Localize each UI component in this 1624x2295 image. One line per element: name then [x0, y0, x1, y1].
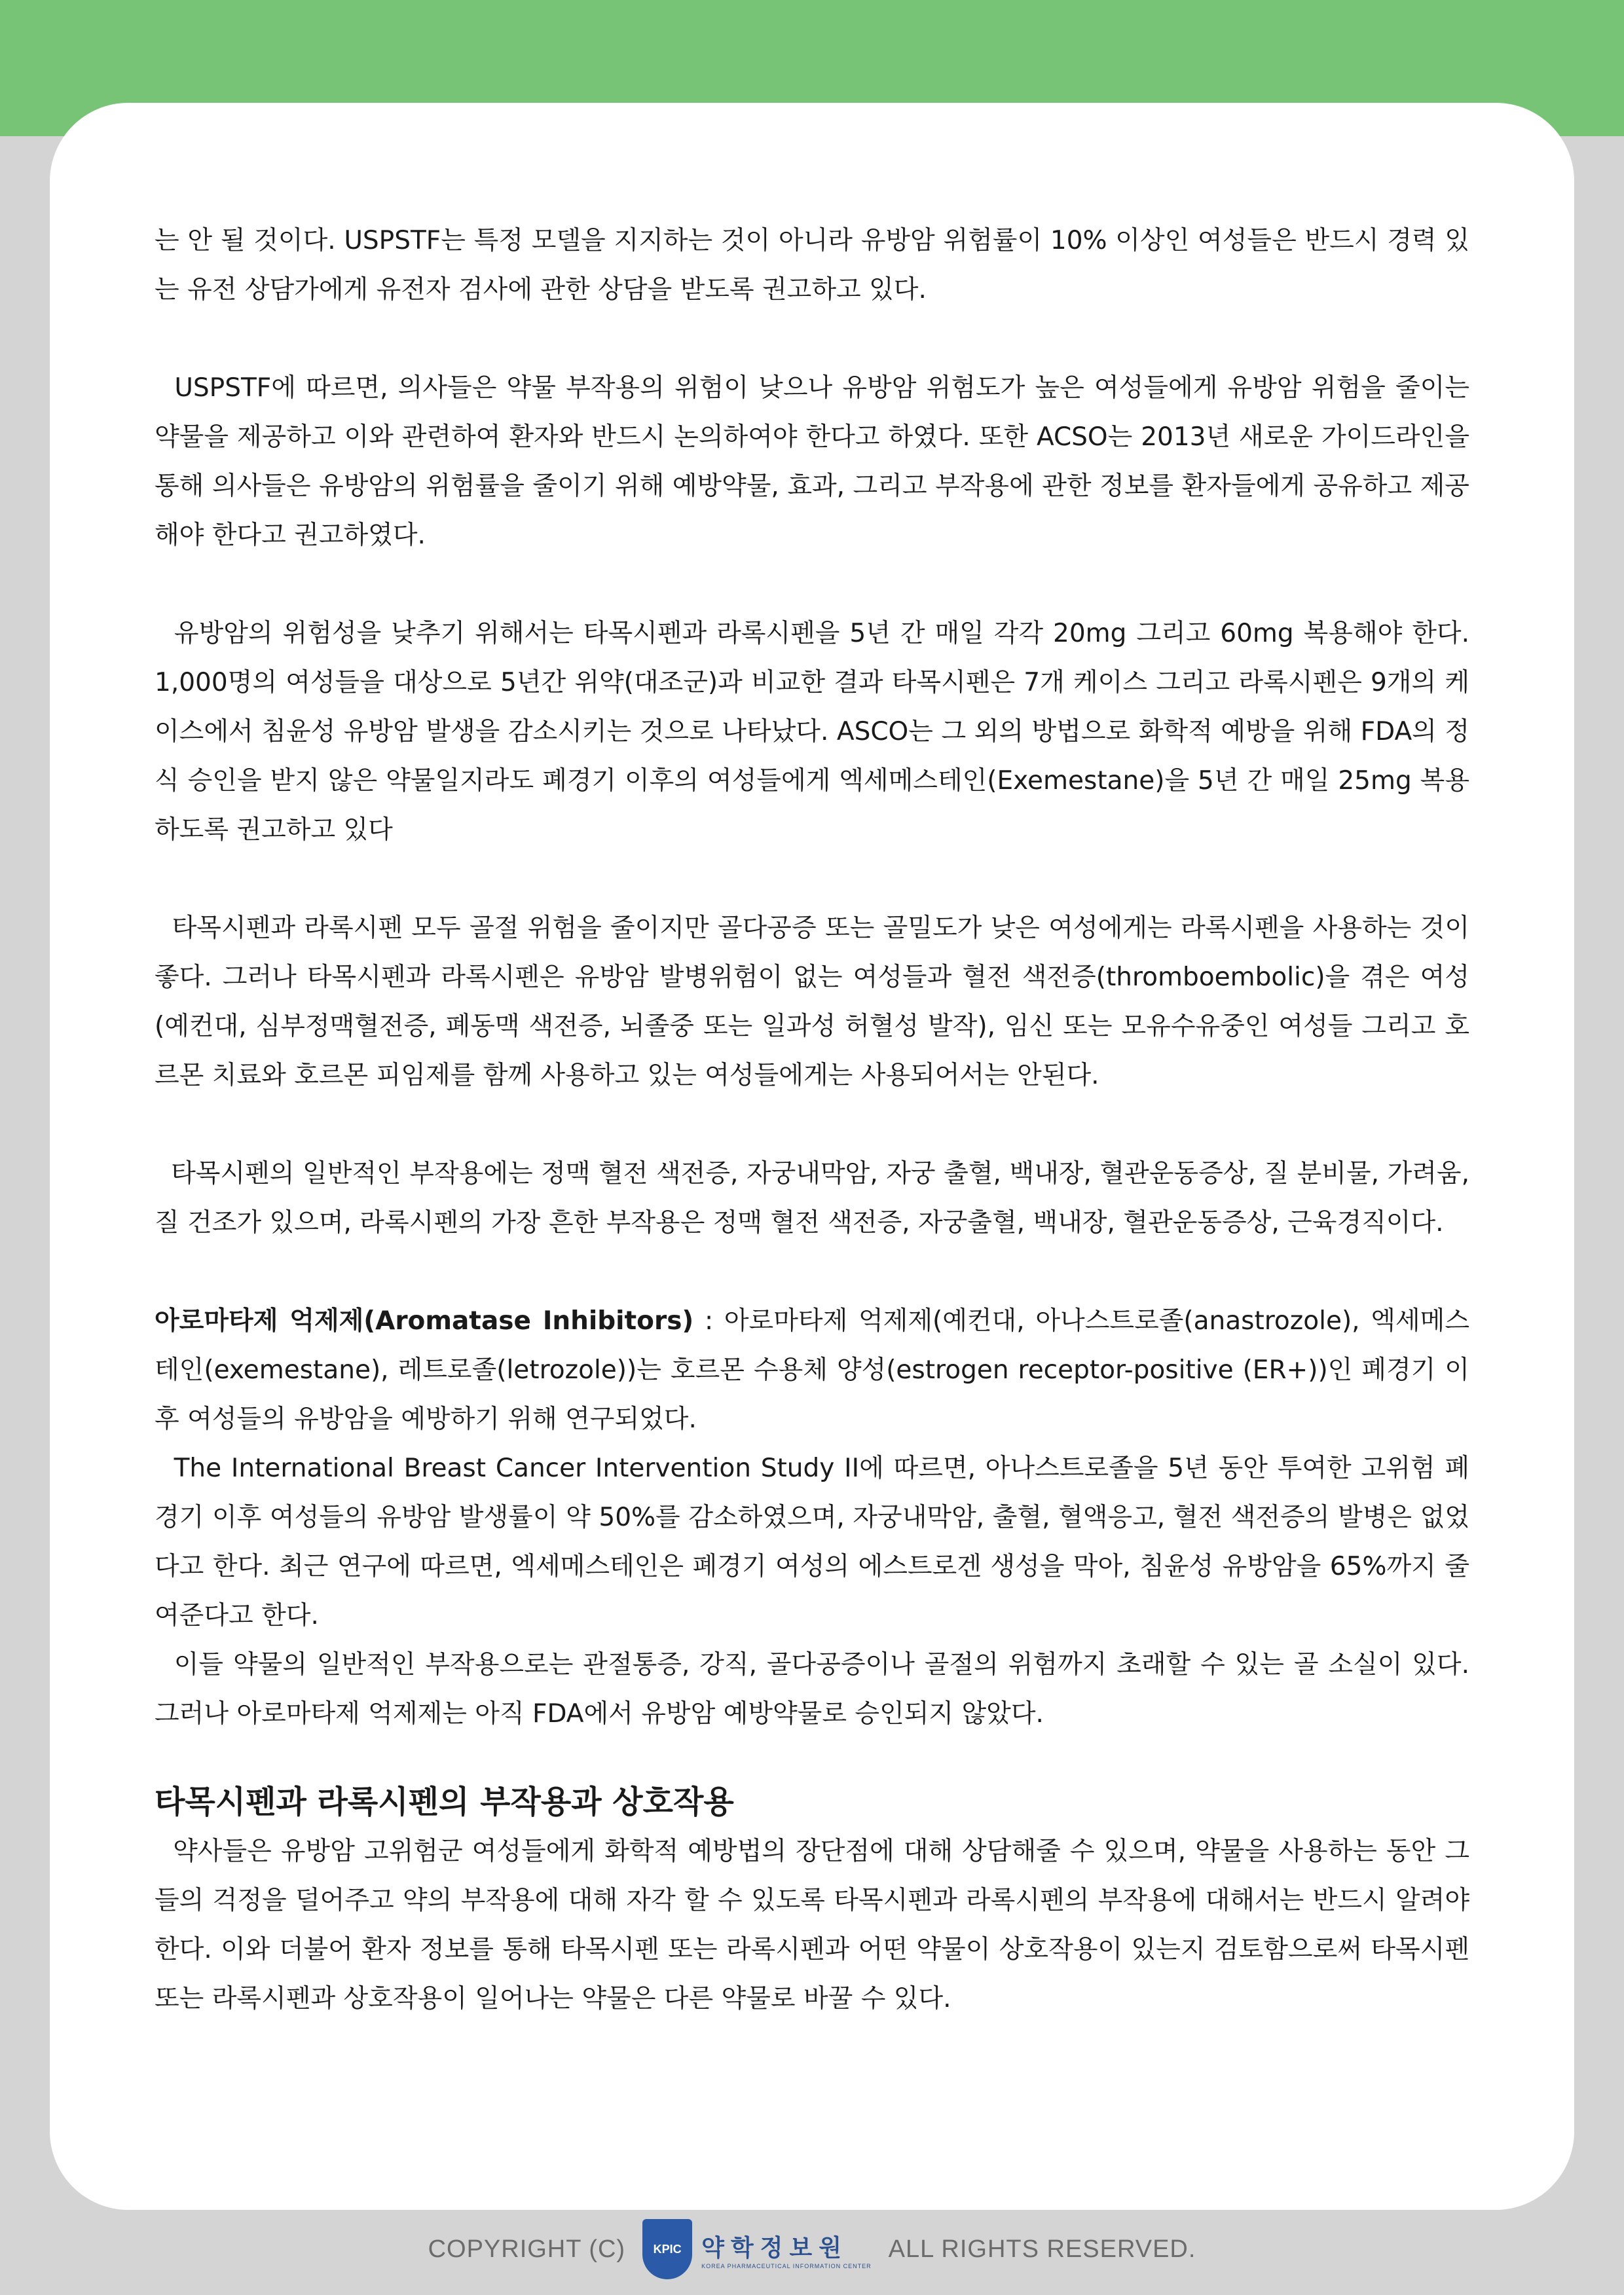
paragraph-2 [155, 363, 1469, 560]
paragraph-7-text: The International Breast Cancer Intervention Study II에 따르면, 아나스트로졸을 5년 동안 투여한 고위험 폐경기 이후 여성들의 유방암 발생률이 약 50%를 감소하였으며, 자궁내막암, 출혈, 혈액응고, 혈전 색전증의 발병은 없었다고 한다. 최근 연구에 따르면, 엑세메스테인은 폐경기 여성의 에스트로겐 생성을 막아, 침윤성 유방암을 65%까지 줄여준다고 한다. [155, 1454, 1469, 1630]
rights-text: ALL RIGHTS RESERVED. [888, 2235, 1196, 2263]
paragraph-6 [155, 1296, 1469, 1444]
logo-korean-name: 약학정보원 [701, 2234, 848, 2262]
paragraph-9-text: 약사들은 유방암 고위험군 여성들에게 화학적 예방법의 장단점에 대해 상담해줄 수 있으며, 약물을 사용하는 동안 그들의 걱정을 덜어주고 약의 부작용에 대해 자각 할 수 있도록 타목시펜과 라록시펜의 부작용에 대해서는 반드시 알려야 한다. 이와 더불어 환자 정보를 통해 타목시펜 또는 라록시펜과 어떤 약물이 상호작용이 있는지 검토함으로써 타목시펜 또는 라록시펜과 상호작용이 일어나는 약물은 다른 약물로 바꿀 수 있다. [155, 1837, 1470, 2013]
footer [0, 2220, 1624, 2279]
section-title: 타목시펜과 라록시펜의 부작용과 상호작용 [155, 1784, 734, 1820]
paragraph-1: 는 안 될 것이다. USPSTF는 특정 모델을 지지하는 것이 아니라 유방암 위험률이 10% 이상인 여성들은 반드시 경력 있는 유전 상담가에게 유전자 검사에 관한 상담을 받도록 권고하고 있다. [155, 226, 1469, 304]
paragraph-5-text: 타목시펜의 일반적인 부작용에는 정맥 혈전 색전증, 자궁내막암, 자궁 출혈, 백내장, 혈관운동증상, 질 분비물, 가려움, 질 건조가 있으며, 라록시펜의 가장 흔한 부작용은 정맥 혈전 색전증, 자궁출혈, 백내장, 혈관운동증상, 근육경직이다. [155, 1159, 1470, 1238]
paragraph-3-text: 유방암의 위험성을 낮추기 위해서는 타목시펜과 라록시펜을 5년 간 매일 각각 20mg 그리고 60mg 복용해야 한다. 1,000명의 여성들을 대상으로 5년간 위약(대조군)과 비교한 결과 타목시펜은 7개 케이스 그리고 라록시펜은 9개의 케이스에서 침윤성 유방암 발생을 감소시키는 것으로 나타났다. ASCO는 그 외의 방법으로 화학적 예방을 위해 FDA의 정식 승인을 받지 않은 약물일지라도 폐경기 이후의 여성들에게 엑세메스테인(Exemestane)을 5년 간 매일 25mg 복용하도록 권고하고 있다 [155, 619, 1469, 845]
copyright-text: COPYRIGHT (C) [428, 2235, 626, 2263]
paragraph-4 [155, 904, 1469, 1100]
kpic-shield-icon [642, 2219, 692, 2279]
kpic-logo [642, 2219, 872, 2279]
paragraph-8-text: 이들 약물의 일반적인 부작용으로는 관절통증, 강직, 골다공증이나 골절의 위험까지 초래할 수 있는 골 소실이 있다. 그러나 아로마타제 억제제는 아직 FDA에서 유방암 예방약물로 승인되지 않았다. [155, 1650, 1469, 1729]
article-body [155, 216, 1469, 2023]
paragraph-9 [155, 1827, 1469, 2023]
paragraph-3 [155, 609, 1469, 854]
paragraph-8 [155, 1640, 1469, 1738]
logo-mark-text: KPIC [653, 2242, 682, 2256]
paragraph-2-text: USPSTF에 따르면, 의사들은 약물 부작용의 위험이 낮으나 유방암 위험도가 높은 여성들에게 유방암 위험을 줄이는 약물을 제공하고 이와 관련하여 환자와 반드시 논의하여야 한다고 하였다. 또한 ACSO는 2013년 새로운 가이드라인을 통해 의사들은 유방암의 위험률을 줄이기 위해 예방약물, 효과, 그리고 부작용에 관한 정보를 환자들에게 공유하고 제공해야 한다고 권고하였다. [155, 373, 1469, 550]
paragraph-6-text: : 아로마타제 억제제(예컨대, 아나스트로졸(anastrozole), 엑세메스테인(exemestane), 레트로졸(letrozole))는 호르몬 수용체 양성(estrogen receptor-positive (ER+))인 폐경기 이후 여성들의 유방암을 예방하기 위해 연구되었다. [155, 1306, 1470, 1434]
aromatase-heading: 아로마타제 억제제(Aromatase Inhibitors) [155, 1306, 694, 1336]
paragraph-4-text: 타목시펜과 라록시펜 모두 골절 위험을 줄이지만 골다공증 또는 골밀도가 낮은 여성에게는 라록시펜을 사용하는 것이 좋다. 그러나 타목시펜과 라록시펜은 유방암 발병위험이 없는 여성들과 혈전 색전증(thromboembolic)을 겪은 여성(예컨대, 심부정맥혈전증, 폐동맥 색전증, 뇌졸중 또는 일과성 허혈성 발작), 임신 또는 모유수유중인 여성들 그리고 호르몬 치료와 호르몬 피임제를 함께 사용하고 있는 여성들에게는 사용되어서는 안된다. [155, 913, 1470, 1090]
paragraph-5 [155, 1149, 1469, 1247]
paragraph-7 [155, 1444, 1469, 1640]
logo-english-name: KOREA PHARMACEUTICAL INFORMATION CENTER [701, 2262, 872, 2269]
